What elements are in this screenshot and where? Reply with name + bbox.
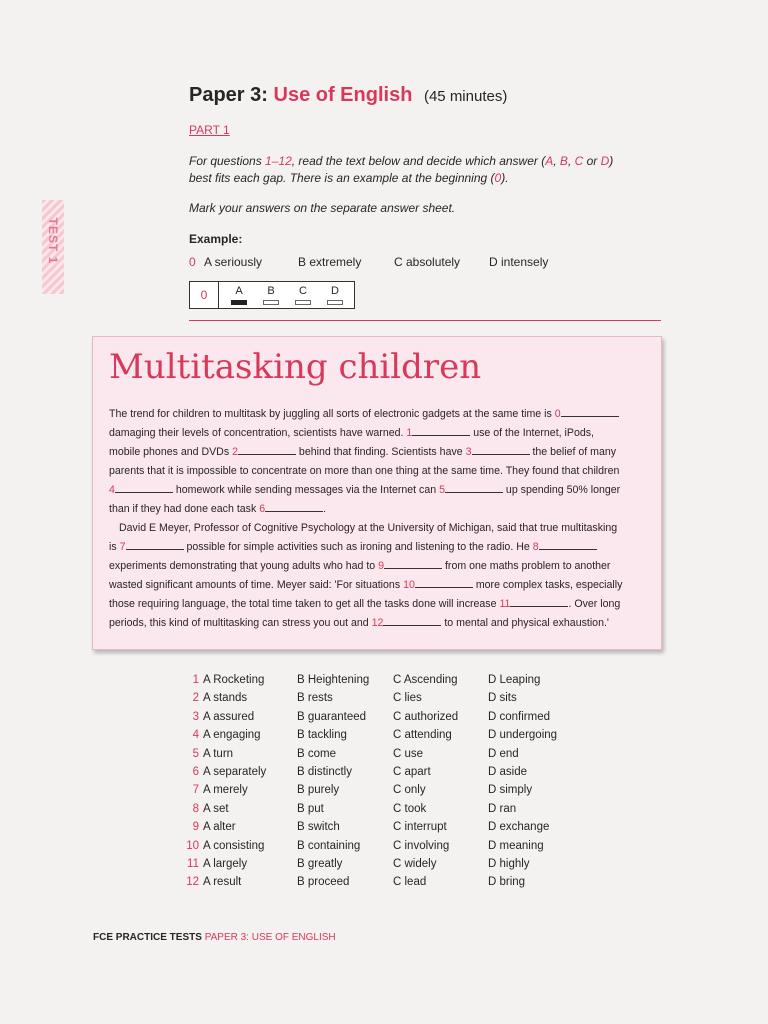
- page-title: [189, 84, 507, 107]
- gap-blank: [445, 482, 503, 493]
- test-side-tab: [42, 200, 64, 294]
- section-divider: [189, 320, 661, 321]
- passage-line: parents that it is impossible to concentrate on more than one thing at the same time. They found that children: [109, 465, 620, 477]
- passage-box: [92, 336, 662, 650]
- gap-blank: [265, 501, 323, 512]
- answer-sheet-instruction: Mark your answers on the separate answer sheet.: [189, 201, 456, 215]
- answer-mark-d: [327, 300, 343, 305]
- example-heading: Example:: [189, 232, 243, 246]
- passage-line: damaging their levels of concentration, scientists have warned. 1 use of the Internet, iPods,: [109, 427, 594, 439]
- example-number: 0: [189, 255, 196, 269]
- gap-blank: [126, 539, 184, 550]
- passage-line: those requiring language, the total time taken to get all the tasks done will increase 11 . Over long: [109, 598, 621, 610]
- answer-mark-b: [263, 300, 279, 305]
- footer-section: PAPER 3: USE OF ENGLISH: [204, 932, 336, 943]
- gap-blank: [510, 596, 568, 607]
- answer-box-number: 0: [190, 282, 219, 308]
- passage-line: The trend for children to multitask by juggling all sorts of electronic gadgets at the same time is 0: [109, 405, 635, 424]
- gap-blank: [115, 482, 173, 493]
- answer-box-option-a: A: [235, 285, 243, 297]
- gap-blank: [539, 539, 597, 550]
- passage-line: than if they had done each task 6 .: [109, 503, 327, 515]
- passage-line: periods, this kind of multitasking can stress you out and 12 to mental and physical exhaustion.': [109, 617, 609, 629]
- passage-line: wasted significant amounts of time. Meyer said: 'For situations 10 more complex tasks, especially: [109, 579, 623, 591]
- gap-blank: [415, 577, 473, 588]
- footer-book-title: FCE PRACTICE TESTS: [93, 932, 202, 943]
- passage-line: mobile phones and DVDs 2 behind that finding. Scientists have 3 the belief of many: [109, 446, 617, 458]
- example-option-b: B extremely: [298, 255, 362, 269]
- gap-blank: [384, 558, 442, 569]
- gap-blank: [472, 444, 530, 455]
- passage-line: 4 homework while sending messages via the Internet can 5 up spending 50% longer: [109, 484, 621, 496]
- passage-line: is 7 possible for simple activities such as ironing and listening to the radio. He 8: [109, 538, 635, 557]
- passage-title: Multitasking children: [109, 347, 482, 387]
- paper-label: Paper 3:: [189, 84, 268, 106]
- answer-box-option-b: B: [267, 285, 275, 297]
- page-footer: [93, 932, 336, 943]
- answer-mark-c: [295, 300, 311, 305]
- paper-duration: (45 minutes): [423, 88, 508, 105]
- answer-box-option-d: D: [331, 285, 339, 297]
- example-option-d: D intensely: [489, 255, 549, 269]
- side-tab-label: TEST 1: [46, 217, 60, 265]
- example-option-c: C absolutely: [394, 255, 461, 269]
- example-answer-box: [189, 281, 355, 309]
- gap-blank: [238, 444, 296, 455]
- paper-subject: Use of English: [273, 84, 413, 106]
- example-option-a: A seriously: [204, 255, 263, 269]
- answer-mark-a-filled: [231, 300, 247, 305]
- gap-blank: [412, 425, 470, 436]
- passage-line: experiments demonstrating that young adults who had to 9 from one maths problem to another: [109, 560, 611, 572]
- passage-line: David E Meyer, Professor of Cognitive Psychology at the University of Michigan, said that true multitasking: [119, 522, 618, 534]
- gap-blank: [561, 406, 619, 417]
- part-heading: PART 1: [189, 123, 230, 137]
- instructions: For questions 1–12, read the text below and decide which answer (A, B, C or D) best fits each gap. There is an example at the beginning (0).: [189, 154, 614, 185]
- answer-box-option-c: C: [299, 285, 307, 297]
- gap-blank: [383, 615, 441, 626]
- passage-text: [109, 405, 635, 633]
